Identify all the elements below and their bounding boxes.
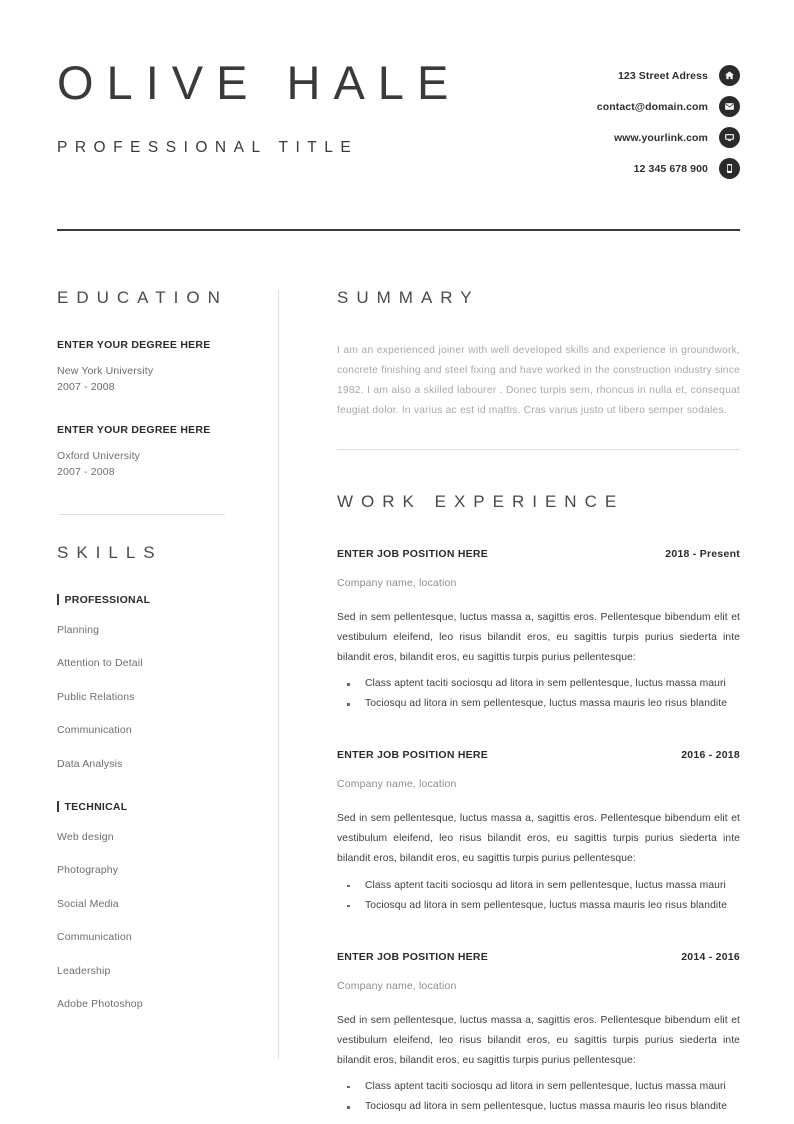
- skill-group-label: PROFESSIONAL: [64, 593, 151, 606]
- education-years: 2007 - 2008: [57, 466, 115, 479]
- contact-item-email: [597, 96, 740, 117]
- job-company: Company name, location: [337, 576, 457, 589]
- job-company: Company name, location: [337, 778, 457, 791]
- job-description: Sed in sem pellentesque, luctus massa a, sagittis eros. Pellentesque bibendum elit et vestibulum eleifend, leo risus bilandit eros, eu sagittis turpis purius siederta inte bilandit eros, bilandit eros, eu sagittis turpis purius pellentesque:: [337, 1014, 740, 1066]
- job-bullet: Class aptent taciti sociosqu ad litora in sem pellentesque, luctus massa mauri: [337, 1077, 740, 1097]
- skill-group-title: [57, 594, 248, 606]
- contact-item-address: [597, 65, 740, 86]
- education-degree: ENTER YOUR DEGREE HERE: [57, 338, 211, 351]
- job-description: Sed in sem pellentesque, luctus massa a, sagittis eros. Pellentesque bibendum elit et vestibulum eleifend, leo risus bilandit eros, eu sagittis turpis purius siederta inte bilandit eros, bilandit eros, eu sagittis turpis purius pellentesque:: [337, 611, 740, 664]
- skills-heading: SKILLS: [57, 542, 163, 562]
- group-bar-icon: [57, 801, 59, 812]
- contact-list: [597, 54, 740, 179]
- work-experience-list: [337, 548, 740, 1117]
- education-heading: EDUCATION: [57, 287, 228, 307]
- job-position: ENTER JOB POSITION HERE: [337, 547, 489, 560]
- left-column-divider: [59, 514, 225, 515]
- skill-group-label: TECHNICAL: [64, 800, 128, 813]
- job-bullet-list: [337, 1077, 740, 1117]
- skill-item: Data Analysis: [57, 757, 123, 770]
- skill-group-technical: [57, 801, 248, 1011]
- skill-item-list: [57, 831, 248, 1011]
- job-description: Sed in sem pellentesque, luctus massa a, sagittis eros. Pellentesque bibendum elit et vestibulum eleifend, leo risus bilandit eros, eu sagittis turpis purius siederta inte bilandit eros, bilandit eros, eu sagittis turpis purius pellentesque:: [337, 813, 740, 865]
- job-bullet: Class aptent taciti sociosqu ad litora in sem pellentesque, luctus massa mauri: [337, 876, 740, 896]
- job-bullet: Tociosqu ad litora in sem pellentesque, luctus massa mauris leo risus blandite: [337, 694, 740, 714]
- summary-divider: [337, 449, 740, 450]
- skill-group-professional: [57, 594, 248, 770]
- skill-item: Photography: [57, 864, 119, 877]
- resume-body: [0, 231, 794, 1117]
- envelope-icon: [719, 96, 740, 117]
- contact-item-website: [597, 127, 740, 148]
- job-position: ENTER JOB POSITION HERE: [337, 749, 489, 762]
- work-experience-heading: WORK EXPERIENCE: [337, 491, 625, 511]
- education-degree: ENTER YOUR DEGREE HERE: [57, 424, 211, 437]
- education-years: 2007 - 2008: [57, 380, 115, 393]
- education-school: Oxford University: [57, 450, 141, 463]
- summary-heading: SUMMARY: [337, 287, 480, 307]
- right-column: [279, 288, 794, 1117]
- contact-email-text: contact@domain.com: [596, 100, 708, 113]
- job-date: 2018 - Present: [665, 547, 740, 560]
- job-entry: [337, 749, 740, 915]
- education-item: [57, 424, 248, 481]
- skill-item: Adobe Photoshop: [57, 998, 143, 1011]
- job-entry: [337, 951, 740, 1117]
- left-column: [0, 288, 278, 1117]
- education-item: [57, 339, 248, 396]
- job-bullet: Tociosqu ad litora in sem pellentesque, luctus massa mauris leo risus blandite: [337, 896, 740, 916]
- skill-item: Public Relations: [57, 690, 135, 703]
- education-school: New York University: [57, 364, 154, 377]
- contact-phone-text: 12 345 678 900: [633, 162, 708, 175]
- summary-text: I am an experienced joiner with well developed skills and experience in groundwork, concrete finishing and steel fixing and have worked in the construction industry since 1982. I am also a skilled labourer . Donec turpis sem, rhoncus in nulla et, consequat feugiat dolor. In varius ac est id mattis. Cras varius justo ut libero semper sodales.: [337, 344, 740, 416]
- skill-item: Leadership: [57, 964, 111, 977]
- skills-section: [57, 543, 248, 1011]
- resume-header: [0, 0, 794, 179]
- job-bullet-list: [337, 674, 740, 714]
- job-bullet: Class aptent taciti sociosqu ad litora in sem pellentesque, luctus massa mauri: [337, 674, 740, 694]
- contact-item-phone: [597, 158, 740, 179]
- candidate-job-title: PROFESSIONAL TITLE: [57, 138, 359, 156]
- job-bullet-list: [337, 876, 740, 916]
- skill-item: Planning: [57, 623, 100, 636]
- skill-item: Attention to Detail: [57, 657, 143, 670]
- contact-address-text: 123 Street Adress: [617, 69, 708, 82]
- job-company: Company name, location: [337, 979, 457, 992]
- phone-icon: [719, 158, 740, 179]
- job-position: ENTER JOB POSITION HERE: [337, 950, 489, 963]
- identity-block: [57, 54, 461, 157]
- skill-item-list: [57, 624, 248, 770]
- contact-website-text: www.yourlink.com: [614, 131, 708, 144]
- group-bar-icon: [57, 594, 59, 605]
- job-header: [337, 951, 740, 963]
- job-header: [337, 749, 740, 761]
- job-date: 2014 - 2016: [681, 950, 740, 963]
- job-entry: [337, 548, 740, 714]
- job-bullet: Tociosqu ad litora in sem pellentesque, luctus massa mauris leo risus blandite: [337, 1097, 740, 1117]
- home-icon: [719, 65, 740, 86]
- skill-item: Social Media: [57, 897, 119, 910]
- skill-group-title: [57, 801, 248, 813]
- skill-item: Communication: [57, 931, 132, 944]
- monitor-icon: [719, 127, 740, 148]
- skill-item: Communication: [57, 724, 132, 737]
- education-list: [57, 339, 248, 481]
- job-date: 2016 - 2018: [681, 749, 740, 762]
- skill-item: Web design: [57, 830, 114, 843]
- job-header: [337, 548, 740, 560]
- candidate-name: OLIVE HALE: [57, 56, 462, 109]
